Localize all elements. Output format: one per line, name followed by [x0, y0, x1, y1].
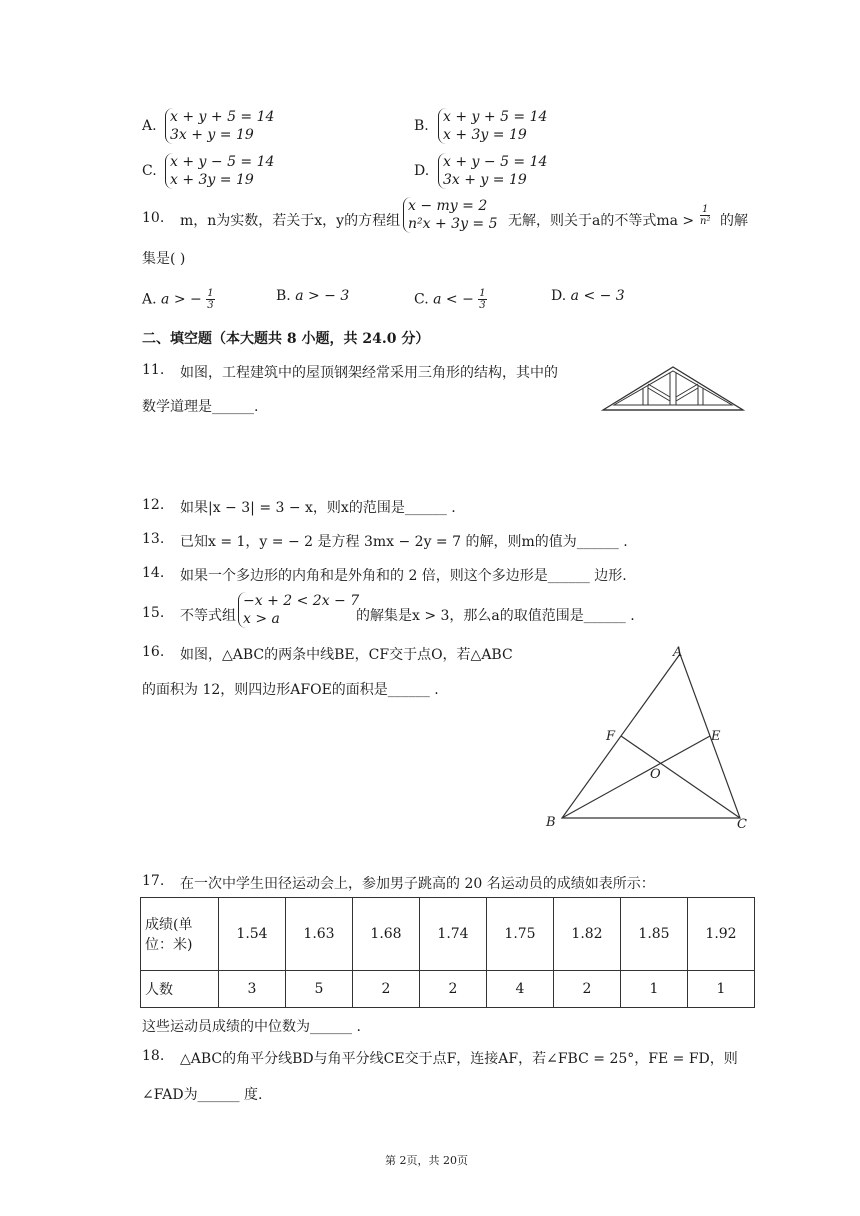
- q10-text-a: m，n为实数，若关于x，y的方程组: [180, 213, 401, 229]
- q16-line1: 如图，△ABC的两条中线BE，CF交于点O，若△ABC: [180, 647, 513, 663]
- equation-line: −x + 2 < 2x − 7: [243, 593, 360, 609]
- table-cell: 1.54: [219, 898, 286, 971]
- q15-system: [238, 592, 359, 628]
- option-text: a < − 3: [570, 288, 625, 304]
- page-footer: 第 2页，共 20页: [385, 1154, 468, 1167]
- q11-number: 11.: [142, 362, 165, 378]
- equation-line: x − my = 2: [408, 198, 488, 214]
- q9-option-d-label: D.: [414, 163, 430, 179]
- equation-line: x + 3y = 19: [170, 172, 254, 188]
- q10-option-c: [414, 288, 487, 311]
- table-cell: 1: [688, 971, 755, 1008]
- q9-option-c-label: C.: [142, 163, 157, 179]
- table-cell: 4: [487, 971, 554, 1008]
- q14-number: 14.: [142, 565, 165, 581]
- q10-number: 10.: [142, 210, 165, 226]
- table-cell: 1.82: [554, 898, 621, 971]
- table-cell: 1.74: [420, 898, 487, 971]
- roof-truss-figure: [600, 364, 746, 414]
- q13-number: 13.: [142, 531, 165, 547]
- table-row: [141, 971, 755, 1008]
- q16-number: 16.: [142, 644, 165, 660]
- equation-line: x + y + 5 = 14: [443, 109, 548, 125]
- q17-text: 在一次中学生田径运动会上，参加男子跳高的 20 名运动员的成绩如表所示：: [180, 876, 655, 892]
- point-b-label: B: [546, 815, 556, 830]
- fraction-numerator: 1: [479, 288, 486, 299]
- option-text: a > − 3: [295, 288, 350, 304]
- q14-text: 如果一个多边形的内角和是外角和的 2 倍，则这个多边形是______ 边形.: [180, 568, 627, 584]
- q10-option-b: [276, 288, 349, 304]
- q10-fraction: [700, 204, 710, 227]
- q11-line1: 如图，工程建筑中的屋顶钢架经常采用三角形的结构，其中的: [180, 365, 558, 381]
- q15-pre: 不等式组: [180, 608, 236, 624]
- point-e-label: E: [711, 729, 721, 744]
- option-text: a < −: [433, 291, 474, 308]
- table-cell: 1.75: [487, 898, 554, 971]
- table-cell: 2: [554, 971, 621, 1008]
- table-cell: 5: [286, 971, 353, 1008]
- q9-option-d-system: [438, 153, 547, 189]
- equation-line: x + y + 5 = 14: [170, 109, 275, 125]
- equation-line: x + y − 5 = 14: [170, 154, 275, 170]
- equation-line: x + y − 5 = 14: [443, 154, 548, 170]
- q13-text: 已知x = 1，y = − 2 是方程 3mx − 2y = 7 的解，则m的值为______ .: [180, 534, 628, 550]
- q10-text-b: 无解，则关于a的不等式ma >: [508, 213, 695, 229]
- table-cell: 1.63: [286, 898, 353, 971]
- point-a-label: A: [673, 645, 683, 660]
- fraction-denominator: n²: [700, 216, 711, 227]
- q17-after: 这些运动员成绩的中位数为______ .: [142, 1019, 361, 1035]
- equation-line: 3x + y = 19: [170, 127, 254, 143]
- fraction-numerator: 1: [207, 288, 214, 299]
- q15-number: 15.: [142, 605, 165, 621]
- table-cell: 1: [621, 971, 688, 1008]
- q9-option-b-label: B.: [414, 118, 429, 134]
- point-o-label: O: [650, 767, 661, 782]
- triangle-abc-figure: [540, 640, 754, 834]
- equation-line: x + 3y = 19: [443, 127, 527, 143]
- option-label: B.: [276, 288, 291, 304]
- table-cell: 2: [420, 971, 487, 1008]
- table-cell: 3: [219, 971, 286, 1008]
- score-table: [140, 897, 755, 1008]
- q16-line2: 的面积为 12，则四边形AFOE的面积是______ .: [142, 682, 439, 698]
- option-label: C.: [414, 291, 429, 308]
- option-label: D.: [551, 288, 567, 304]
- q10-option-a: [142, 288, 215, 311]
- q9-option-a-system: [165, 108, 274, 144]
- q15-post: 的解集是x > 3，那么a的取值范围是______ .: [356, 608, 635, 624]
- q10-text-c: 的解: [720, 213, 748, 229]
- q12-number: 12.: [142, 497, 165, 513]
- fraction-numerator: 1: [700, 204, 710, 216]
- q18-line1: △ABC的角平分线BD与角平分线CE交于点F，连接AF，若∠FBC = 25°，FE = FD，则: [180, 1051, 738, 1067]
- table-cell: 2: [353, 971, 420, 1008]
- q9-option-c-system: [165, 153, 274, 189]
- q18-number: 18.: [142, 1048, 165, 1064]
- table-cell: 1.68: [353, 898, 420, 971]
- q17-number: 17.: [142, 873, 165, 889]
- q10-system: [403, 197, 498, 233]
- table-row: [141, 898, 755, 971]
- point-c-label: C: [737, 817, 747, 832]
- option-label: A.: [142, 291, 157, 308]
- q9-option-a-label: A.: [142, 118, 157, 134]
- fraction-denominator: 3: [207, 300, 214, 311]
- q9-option-b-system: [438, 108, 547, 144]
- section-heading: 二、填空题（本大题共 8 小题，共 24.0 分）: [142, 331, 430, 347]
- option-text: a > −: [161, 291, 202, 308]
- equation-line: 3x + y = 19: [443, 172, 527, 188]
- q11-line2: 数学道理是______.: [142, 399, 259, 415]
- table-header-cell: 人数: [141, 971, 219, 1008]
- table-cell: 1.92: [688, 898, 755, 971]
- point-f-label: F: [606, 729, 616, 744]
- table-cell: 1.85: [621, 898, 688, 971]
- equation-line: x > a: [243, 611, 280, 627]
- q18-line2: ∠FAD为______ 度.: [142, 1087, 263, 1103]
- q10-option-d: [551, 288, 625, 304]
- fraction-denominator: 3: [479, 300, 486, 311]
- q12-text: 如果|x − 3| = 3 − x，则x的范围是______ .: [180, 500, 456, 516]
- equation-line: n²x + 3y = 5: [408, 216, 498, 232]
- table-header-cell: 成绩(单位：米): [141, 898, 219, 971]
- q10-line2: 集是( ): [142, 251, 186, 267]
